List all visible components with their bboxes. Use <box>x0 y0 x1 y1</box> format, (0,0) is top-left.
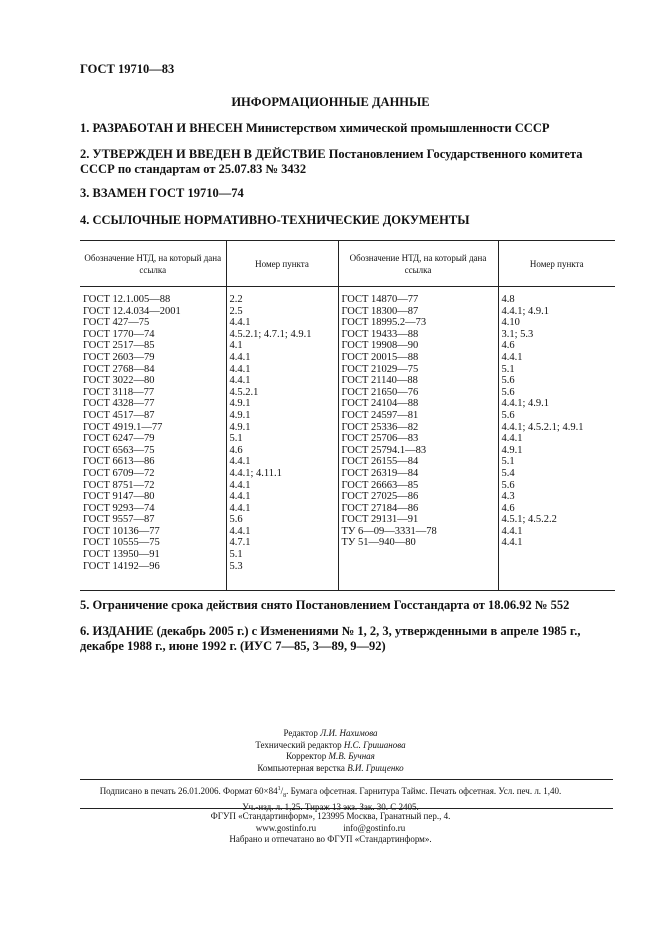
table-cell-designation: ГОСТ 4328—77 <box>83 398 155 410</box>
table-cell-clause: 5.3 <box>229 560 243 572</box>
table-cell-clause: 4.4.1 <box>501 525 523 537</box>
table-cell-designation: ГОСТ 1770—74 <box>83 328 155 340</box>
item-number: 5. <box>80 598 90 612</box>
table-cell-designation: ГОСТ 2603—79 <box>83 351 155 363</box>
table-cell-designation: ГОСТ 26663—85 <box>341 479 419 491</box>
col-header-clause: Номер пункта <box>226 241 338 287</box>
table-cell-clause: 4.4.1 <box>229 363 251 375</box>
table-cell-clause: 2.5 <box>229 305 243 317</box>
table-cell-designation: ГОСТ 14192—96 <box>83 560 160 572</box>
table-cell-designation: ГОСТ 14870—77 <box>341 294 419 305</box>
table-cell-clause: 4.4.1 <box>501 351 523 363</box>
table-cell-clause: 4.4.1 <box>229 491 251 503</box>
table-cell-designation: ГОСТ 21029—75 <box>341 363 419 375</box>
table-cell-clause: 4.5.2.1 <box>229 386 259 398</box>
item-4 <box>80 213 620 228</box>
table-cell-designation: ГОСТ 27025—86 <box>341 491 419 503</box>
table-cell-clause: 5.1 <box>229 549 243 561</box>
item-heading: УТВЕРЖДЕН И ВВЕДЕН В ДЕЙСТВИЕ <box>92 147 326 161</box>
table-cell-designation: ГОСТ 12.4.034—2001 <box>83 305 181 317</box>
table-cell-clause: 4.6 <box>501 502 515 514</box>
table-cell-clause: 4.5.1; 4.5.2.2 <box>501 514 557 526</box>
item-6 <box>80 624 620 654</box>
table-cell-clause: 4.9.1 <box>229 421 251 433</box>
publisher-web: www.gostinfo.ru <box>255 822 317 833</box>
table-cell-designation: ГОСТ 26319—84 <box>341 467 419 479</box>
publisher-printed: Набрано и отпечатано во ФГУП «Стандартинформ». <box>229 834 432 844</box>
table-cell-clause: 4.4.1 <box>229 351 251 363</box>
item-3 <box>80 186 620 201</box>
col-header-clause: Номер пункта <box>498 241 615 287</box>
table-cell-clause: 4.6 <box>501 340 515 352</box>
table-cell-designation: ГОСТ 9147—80 <box>83 491 155 503</box>
table-cell-clause: 4.1 <box>229 340 243 352</box>
table-cell-clause: 4.10 <box>501 317 520 329</box>
table-cell-clause: 5.6 <box>501 479 515 491</box>
right-clause-column <box>498 287 615 591</box>
table-cell-designation: ГОСТ 24597—81 <box>341 409 419 421</box>
table-cell-clause: 5.6 <box>229 514 243 526</box>
table-cell-designation: ГОСТ 26155—84 <box>341 456 419 468</box>
table-cell-designation: ГОСТ 6247—79 <box>83 433 155 445</box>
table-cell-clause: 2.2 <box>229 294 243 305</box>
item-2 <box>80 147 620 177</box>
table-cell-designation: ГОСТ 20015—88 <box>341 351 419 363</box>
col-header-designation: Обозначение НТД, на который дана ссылка <box>338 241 498 287</box>
table-cell-designation: ГОСТ 3118—77 <box>83 386 155 398</box>
credit-tech-editor: Технический редактор Н.С. Гришанова <box>255 739 406 750</box>
item-number: 4. <box>80 213 90 227</box>
table-cell-designation: ГОСТ 19433—88 <box>341 328 419 340</box>
table-cell-clause: 4.5.2.1; 4.7.1; 4.9.1 <box>229 328 312 340</box>
item-heading: ВЗАМЕН ГОСТ 19710—74 <box>92 186 244 200</box>
table-cell-clause: 4.3 <box>501 491 515 503</box>
publisher-contacts <box>0 823 661 835</box>
print-info-line-2: Уч.-изд. л. 1,25. Тираж 13 экз. Зак. 30. С 2405. <box>242 802 419 813</box>
table-cell-clause: 5.1 <box>229 433 243 445</box>
table-cell-clause: 5.6 <box>501 386 515 398</box>
table-cell-designation: ГОСТ 13950—91 <box>83 549 160 561</box>
table-cell-clause: 4.4.1 <box>229 375 251 387</box>
left-clause-column <box>226 287 338 591</box>
divider <box>80 808 613 809</box>
publisher-address: ФГУП «Стандартинформ», 123995 Москва, Гранатный пер., 4. <box>210 811 451 821</box>
credits-block <box>0 728 661 774</box>
table-cell-clause: 4.4.1 <box>501 537 523 549</box>
table-cell-designation: ГОСТ 8751—72 <box>83 479 155 491</box>
table-cell-designation: ГОСТ 2768—84 <box>83 363 155 375</box>
document-id: ГОСТ 19710—83 <box>80 62 175 76</box>
item-number: 6. <box>80 624 90 638</box>
credit-proofreader: Корректор М.В. Бучная <box>286 751 375 761</box>
item-5 <box>80 598 620 613</box>
references-table <box>80 240 615 591</box>
table-cell-designation: ГОСТ 19908—90 <box>341 340 419 352</box>
item-text: Министерством химической промышленности СССР <box>242 121 550 135</box>
item-1 <box>80 121 620 136</box>
publisher-block <box>0 811 661 846</box>
publisher-email: info@gostinfo.ru <box>343 822 406 833</box>
table-cell-designation: ГОСТ 4517—87 <box>83 409 155 421</box>
table-cell-designation: ГОСТ 18995.2—73 <box>341 317 427 329</box>
table-cell-clause: 5.1 <box>501 456 515 468</box>
table-cell-clause: 4.4.1; 4.5.2.1; 4.9.1 <box>501 421 584 433</box>
table-cell-clause: 4.4.1 <box>229 317 251 329</box>
table-cell-designation: ГОСТ 10555—75 <box>83 537 160 549</box>
table-cell-clause: 4.9.1 <box>229 398 251 410</box>
table-cell-clause: 4.4.1 <box>229 525 251 537</box>
divider <box>80 779 613 780</box>
item-heading: ССЫЛОЧНЫЕ НОРМАТИВНО-ТЕХНИЧЕСКИЕ ДОКУМЕНТЫ <box>92 213 470 227</box>
item-number: 2. <box>80 147 90 161</box>
table-cell-clause: 4.9.1 <box>501 444 523 456</box>
table-cell-clause: 4.4.1 <box>229 456 251 468</box>
table-cell-clause: 5.1 <box>501 363 515 375</box>
left-designation-column <box>80 287 226 591</box>
table-cell-designation: ГОСТ 427—75 <box>83 317 150 329</box>
credit-layout: Компьютерная верстка В.И. Грищенко <box>257 762 404 773</box>
table-cell-clause: 4.7.1 <box>229 537 251 549</box>
table-cell-clause: 4.4.1; 4.9.1 <box>501 305 550 317</box>
table-cell-clause: 5.6 <box>501 409 515 421</box>
table-cell-designation: ГОСТ 6563—75 <box>83 444 155 456</box>
table-cell-designation: ГОСТ 25336—82 <box>341 421 419 433</box>
print-info-line-1: Подписано в печать 26.01.2006. Формат $60\times 84^1/_8$. Бумага офсетная. Гарнитура Таймс. Печать офсетная. Усл. печ. л. 1,40. <box>99 786 562 799</box>
item-heading: РАЗРАБОТАН И ВНЕСЕН <box>92 121 243 135</box>
table-cell-clause: 5.4 <box>501 467 515 479</box>
table-cell-designation: ГОСТ 18300—87 <box>341 305 419 317</box>
table-cell-clause: 4.4.1 <box>229 502 251 514</box>
table-cell-designation: ГОСТ 6709—72 <box>83 467 155 479</box>
table-cell-designation: ГОСТ 10136—77 <box>83 525 160 537</box>
table-cell-designation: ГОСТ 2517—85 <box>83 340 155 352</box>
table-cell-designation: ГОСТ 3022—80 <box>83 375 155 387</box>
print-info <box>0 784 661 814</box>
table-cell-clause: 4.6 <box>229 444 243 456</box>
credit-editor: Редактор Л.И. Нахимова <box>283 728 378 738</box>
table-cell-designation: ТУ 51—940—80 <box>341 537 416 549</box>
table-cell-clause: 4.4.1 <box>501 433 523 445</box>
table-cell-clause: 4.4.1; 4.9.1 <box>501 398 550 410</box>
table-cell-designation: ГОСТ 9293—74 <box>83 502 155 514</box>
table-cell-clause: 4.8 <box>501 294 515 305</box>
table-cell-clause: 4.9.1 <box>229 409 251 421</box>
right-designation-column <box>338 287 498 591</box>
table-cell-designation: ГОСТ 21650—76 <box>341 386 419 398</box>
table-cell-designation: ГОСТ 6613—86 <box>83 456 155 468</box>
table-cell-designation: ГОСТ 4919.1—77 <box>83 421 163 433</box>
item-number: 3. <box>80 186 90 200</box>
table-cell-designation: ГОСТ 29131—91 <box>341 514 419 526</box>
item-number: 1. <box>80 121 90 135</box>
table-cell-designation: ГОСТ 21140—88 <box>341 375 418 387</box>
table-cell-designation: ГОСТ 27184—86 <box>341 502 419 514</box>
item-text: Ограничение срока действия снято Постановлением Госстандарта от 18.06.92 № 552 <box>92 598 570 612</box>
section-title: ИНФОРМАЦИОННЫЕ ДАННЫЕ <box>231 95 430 109</box>
col-header-designation: Обозначение НТД, на который дана ссылка <box>80 241 226 287</box>
table-cell-clause: 4.4.1; 4.11.1 <box>229 467 282 479</box>
table-cell-designation: ГОСТ 24104—88 <box>341 398 419 410</box>
table-cell-designation: ГОСТ 25706—83 <box>341 433 419 445</box>
table-cell-designation: ГОСТ 12.1.005—88 <box>83 294 171 305</box>
table-cell-clause: 4.4.1 <box>229 479 251 491</box>
table-cell-designation: ГОСТ 9557—87 <box>83 514 155 526</box>
table-cell-designation: ТУ 6—09—3331—78 <box>341 525 437 537</box>
item-text: Постановлением Государственного комитета СССР по стандартам от 25.07.83 № 3432 <box>80 147 583 176</box>
table-cell-designation: ГОСТ 25794.1—83 <box>341 444 427 456</box>
item-heading: ИЗДАНИЕ <box>92 624 154 638</box>
table-cell-clause: 3.1; 5.3 <box>501 328 534 340</box>
table-cell-clause: 5.6 <box>501 375 515 387</box>
item-text: (декабрь 2005 г.) с Изменениями № 1, 2, 3, утвержденными в апреле 1985 г., декабре 1988 г., июне 1992 г. (ИУС 7—85, 3—89, 9—92) <box>80 624 581 653</box>
